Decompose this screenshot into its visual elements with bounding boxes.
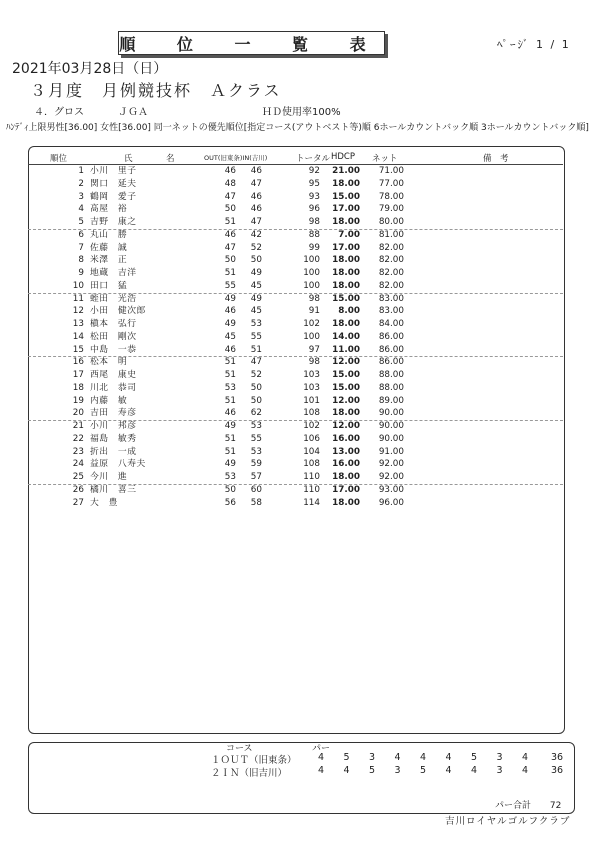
net-cell: 78.00 [378,191,404,202]
rank-cell: 2 [78,178,84,189]
name-cell: 小田 健次郎 [90,306,146,317]
hole-par: 5 [471,752,478,763]
net-cell: 90.00 [378,421,404,431]
rank-cell: 10 [72,280,84,291]
hdcp-cell: 14.00 [332,331,360,342]
out-score-cell: 49 [224,421,236,431]
rank-cell: 9 [78,268,84,278]
hdcp-cell: 18.00 [332,178,360,189]
in-score-cell: 47 [250,217,262,227]
name-cell: 吉野 康之 [90,217,137,227]
name-cell: 松田 剛次 [90,331,137,342]
hdcp-cell: 13.00 [332,446,360,457]
total-cell: 98 [308,293,320,304]
net-cell: 77.00 [378,178,404,189]
name-cell: 福島 敏秀 [90,433,137,444]
total-cell: 100 [303,268,320,278]
table-row [28,458,563,471]
hole-par: 4 [394,752,401,763]
table-row [28,254,563,267]
out-score-cell: 51 [224,446,236,457]
in-score-cell: 57 [250,472,262,482]
par-label: パー [312,744,331,754]
total-cell: 98 [308,217,320,227]
hdcp-cell: 15.00 [332,370,360,380]
total-cell: 103 [303,382,320,393]
out-score-cell: 46 [224,306,236,317]
total-cell: 99 [308,242,320,253]
in-score-cell: 55 [250,331,262,342]
header-out-in: OUT(旧東条)IN(吉川) [204,154,268,162]
header-rank: 順位 [50,154,68,164]
event-name: ３月度 月例競技杯 Ａクラス [30,81,282,100]
rank-cell: 25 [72,472,84,482]
in-score-cell: 47 [250,178,262,189]
out-score-cell: 50 [224,204,236,215]
hole-par: 4 [318,752,325,763]
net-cell: 83.00 [378,306,404,317]
rank-cell: 27 [72,497,84,508]
in-score-cell: 46 [250,166,262,176]
hdcp-cell: 18.00 [332,408,360,419]
table-row [28,242,563,255]
hole-par: 5 [420,765,427,776]
rank-cell: 1 [78,166,84,176]
table-row [28,305,563,318]
out-score-cell: 53 [224,382,236,393]
hole-par: 4 [522,752,529,763]
header-name-family: 氏 [124,154,133,164]
in-score-cell: 62 [250,408,262,419]
event-date: 2021年03月28日（日） [12,61,168,77]
in-score-cell: 53 [250,446,262,457]
net-cell: 88.00 [378,382,404,393]
course-name: １ＯＵＴ（旧東条） [211,755,297,766]
hole-par: 5 [369,765,376,776]
total-cell: 110 [303,484,320,495]
rank-cell: 24 [72,459,84,470]
in-score-cell: 52 [250,370,262,380]
name-cell: 今川 進 [90,472,128,482]
table-row [28,318,563,331]
course-label: コース [226,744,253,754]
net-cell: 71.00 [378,166,404,176]
net-cell: 88.00 [378,370,404,380]
name-cell: 関口 延夫 [90,178,137,189]
group-divider [28,229,563,230]
out-score-cell: 48 [224,178,236,189]
rank-cell: 17 [72,370,84,380]
header-hdcp: HDCP [331,152,355,162]
name-cell: 小川 里子 [90,166,137,176]
out-score-cell: 51 [224,395,236,406]
table-row [28,267,563,280]
out-score-cell: 51 [224,268,236,278]
hdcp-cell: 12.00 [332,421,360,431]
hdcp-cell: 18.00 [332,472,360,482]
hdcp-cell: 15.00 [332,191,360,202]
name-cell: 折出 一成 [90,446,137,457]
rank-cell: 3 [78,191,84,202]
table-row [28,395,563,408]
net-cell: 81.00 [378,229,404,240]
hdcp-cell: 8.00 [338,306,360,317]
name-cell: 田口 猛 [90,280,128,291]
course-row [28,752,573,764]
hole-par: 4 [522,765,529,776]
table-row [28,420,563,433]
rank-cell: 6 [78,229,84,240]
table-row [28,446,563,459]
header-net: ネット [372,154,398,164]
in-score-cell: 50 [250,382,262,393]
table-row [28,484,563,497]
name-cell: 西尾 康史 [90,370,137,380]
table-row [28,203,563,216]
in-score-cell: 59 [250,459,262,470]
name-cell: 小川 邦彦 [90,421,137,431]
hdcp-cell: 7.00 [338,229,360,240]
rank-cell: 19 [72,395,84,406]
out-score-cell: 50 [224,255,236,266]
net-cell: 96.00 [378,497,404,508]
hole-par: 4 [420,752,427,763]
name-cell: 髙屋 裕 [90,204,128,215]
rank-cell: 22 [72,433,84,444]
course-par-total: 36 [551,765,564,776]
rank-cell: 11 [72,293,84,304]
total-cell: 102 [303,421,320,431]
in-score-cell: 45 [250,306,262,317]
course-par-total: 36 [551,752,564,763]
in-score-cell: 51 [250,344,262,355]
net-cell: 86.00 [378,344,404,355]
net-cell: 91.00 [378,446,404,457]
group-divider [28,484,563,485]
name-cell: 大 豊 [90,497,118,508]
hole-par: 3 [369,752,376,763]
net-cell: 84.00 [378,319,404,329]
course-row [28,765,573,777]
out-score-cell: 51 [224,357,236,368]
out-score-cell: 56 [224,497,236,508]
hole-par: 4 [318,765,325,776]
out-score-cell: 49 [224,459,236,470]
results-table [28,165,563,509]
rank-cell: 7 [78,242,84,253]
total-cell: 93 [308,191,320,202]
name-cell: 丸山 勝 [90,229,128,240]
hdcp-cell: 16.00 [332,433,360,444]
header-note: 備 考 [483,154,509,164]
table-row [28,433,563,446]
total-cell: 100 [303,255,320,266]
hdcp-cell: 11.00 [332,344,360,355]
total-cell: 101 [303,395,320,406]
name-cell: 内藤 敏 [90,395,128,406]
group-divider [28,356,563,357]
handicap-rules: ﾊﾝﾃﾞｨ上限男性[36.00] 女性[36.00] 同一ネットの優先順位[指定コース(アウトベスト等)順 6ホールカウントバック順 3ホールカウントバック順] [6,123,589,133]
table-row [28,165,563,178]
hole-par: 4 [343,765,350,776]
in-score-cell: 49 [250,268,262,278]
out-score-cell: 47 [224,191,236,202]
total-cell: 103 [303,370,320,380]
total-cell: 110 [303,472,320,482]
group-divider [28,293,563,294]
hdcp-cell: 18.00 [332,497,360,508]
out-score-cell: 46 [224,229,236,240]
net-cell: 79.00 [378,204,404,215]
total-cell: 106 [303,433,320,444]
net-cell: 90.00 [378,408,404,419]
in-score-cell: 55 [250,433,262,444]
rank-cell: 15 [72,344,84,355]
out-score-cell: 47 [224,242,236,253]
total-cell: 104 [303,446,320,457]
table-row [28,191,563,204]
rank-cell: 4 [78,204,84,215]
net-cell: 82.00 [378,268,404,278]
table-row [28,229,563,242]
page-title: 順 位 一 覧 表 [118,31,385,55]
hdcp-cell: 18.00 [332,280,360,291]
out-score-cell: 51 [224,217,236,227]
hdcp-cell: 12.00 [332,395,360,406]
net-cell: 80.00 [378,217,404,227]
net-cell: 92.00 [378,459,404,470]
name-cell: 槇本 弘行 [90,319,137,329]
in-score-cell: 58 [250,497,262,508]
total-cell: 91 [308,306,320,317]
table-header [28,150,563,164]
table-row [28,293,563,306]
total-cell: 100 [303,280,320,291]
out-score-cell: 55 [224,280,236,291]
hdcp-cell: 18.00 [332,217,360,227]
rank-cell: 5 [78,217,84,227]
out-score-cell: 46 [224,408,236,419]
course-name: ２ＩＮ（旧吉川） [211,768,288,779]
out-score-cell: 51 [224,370,236,380]
net-cell: 92.00 [378,472,404,482]
in-score-cell: 60 [250,484,262,495]
hdcp-cell: 18.00 [332,268,360,278]
par-total-label: パー合計 [495,801,532,811]
par-total [495,798,561,811]
name-cell: 橘川 喜三 [90,484,137,495]
name-cell: 中島 一恭 [90,344,137,355]
rank-cell: 14 [72,331,84,342]
table-row [28,280,563,293]
in-score-cell: 53 [250,421,262,431]
header-total: トータル [296,154,331,164]
hdcp-cell: 17.00 [332,204,360,215]
out-score-cell: 46 [224,166,236,176]
total-cell: 100 [303,331,320,342]
hdcp-cell: 17.00 [332,484,360,495]
hdcp-cell: 18.00 [332,319,360,329]
rank-cell: 12 [72,306,84,317]
name-cell: 米澤 正 [90,255,128,266]
name-cell: 益原 八寿夫 [90,459,146,470]
in-score-cell: 50 [250,395,262,406]
hole-par: 4 [445,765,452,776]
total-cell: 88 [308,229,320,240]
hole-par: 4 [471,765,478,776]
hd-rate: ＨＤ使用率100% [262,107,341,118]
rank-cell: 26 [72,484,84,495]
out-score-cell: 46 [224,344,236,355]
total-cell: 97 [308,344,320,355]
total-cell: 108 [303,459,320,470]
in-score-cell: 47 [250,357,262,368]
out-score-cell: 53 [224,472,236,482]
total-cell: 96 [308,204,320,215]
page-number: ﾍﾟｰｼﾞ 1 / 1 [497,38,571,51]
table-row [28,216,563,229]
group-divider [28,420,563,421]
rank-cell: 16 [72,357,84,368]
hole-par: 5 [343,752,350,763]
net-cell: 89.00 [378,395,404,406]
out-score-cell: 49 [224,293,236,304]
net-cell: 82.00 [378,242,404,253]
name-cell: 松本 明 [90,357,128,368]
in-score-cell: 46 [250,191,262,202]
table-row [28,471,563,484]
rank-cell: 21 [72,421,84,431]
in-score-cell: 50 [250,255,262,266]
total-cell: 114 [303,497,320,508]
hdcp-cell: 18.00 [332,255,360,266]
table-row [28,344,563,357]
table-row [28,407,563,420]
name-cell: 川北 恭司 [90,382,137,393]
net-cell: 83.00 [378,293,404,304]
in-score-cell: 45 [250,280,262,291]
net-cell: 86.00 [378,357,404,368]
rank-cell: 13 [72,319,84,329]
total-cell: 92 [308,166,320,176]
hdcp-cell: 15.00 [332,382,360,393]
out-score-cell: 45 [224,331,236,342]
table-row [28,369,563,382]
total-cell: 108 [303,408,320,419]
hdcp-cell: 12.00 [332,357,360,368]
name-cell: 鶴岡 愛子 [90,191,137,202]
hdcp-cell: 17.00 [332,242,360,253]
name-cell: 佐藤 誠 [90,242,128,253]
table-row [28,382,563,395]
rank-cell: 8 [78,255,84,266]
in-score-cell: 46 [250,204,262,215]
out-score-cell: 51 [224,433,236,444]
total-cell: 98 [308,357,320,368]
par-total-value: 72 [549,801,562,811]
table-row [28,356,563,369]
hole-par: 3 [394,765,401,776]
out-score-cell: 49 [224,319,236,329]
hdcp-cell: 15.00 [332,293,360,304]
in-score-cell: 49 [250,293,262,304]
name-cell: 吉田 寿彦 [90,408,137,419]
hdcp-cell: 16.00 [332,459,360,470]
total-cell: 95 [308,178,320,189]
hole-par: 3 [496,765,503,776]
in-score-cell: 42 [250,229,262,240]
table-row [28,331,563,344]
rank-cell: 18 [72,382,84,393]
rank-cell: 20 [72,408,84,419]
net-cell: 90.00 [378,433,404,444]
total-cell: 102 [303,319,320,329]
table-row [28,178,563,191]
net-cell: 82.00 [378,280,404,291]
hdcp-cell: 21.00 [332,166,360,176]
in-score-cell: 53 [250,319,262,329]
header-name-given: 名 [166,154,175,164]
rank-cell: 23 [72,446,84,457]
net-cell: 93.00 [378,484,404,495]
tee-info: ４．グロス [34,107,84,118]
net-cell: 86.00 [378,331,404,342]
table-row [28,497,563,510]
hole-par: 4 [445,752,452,763]
hole-par: 3 [496,752,503,763]
org-info: ＪＧＡ [118,107,148,118]
in-score-cell: 52 [250,242,262,253]
name-cell: 蛭田 光浩 [90,293,137,304]
club-name: 吉川ロイヤルゴルフクラブ [445,816,571,827]
net-cell: 82.00 [378,255,404,266]
out-score-cell: 50 [224,484,236,495]
name-cell: 地蔵 吉洋 [90,268,137,278]
